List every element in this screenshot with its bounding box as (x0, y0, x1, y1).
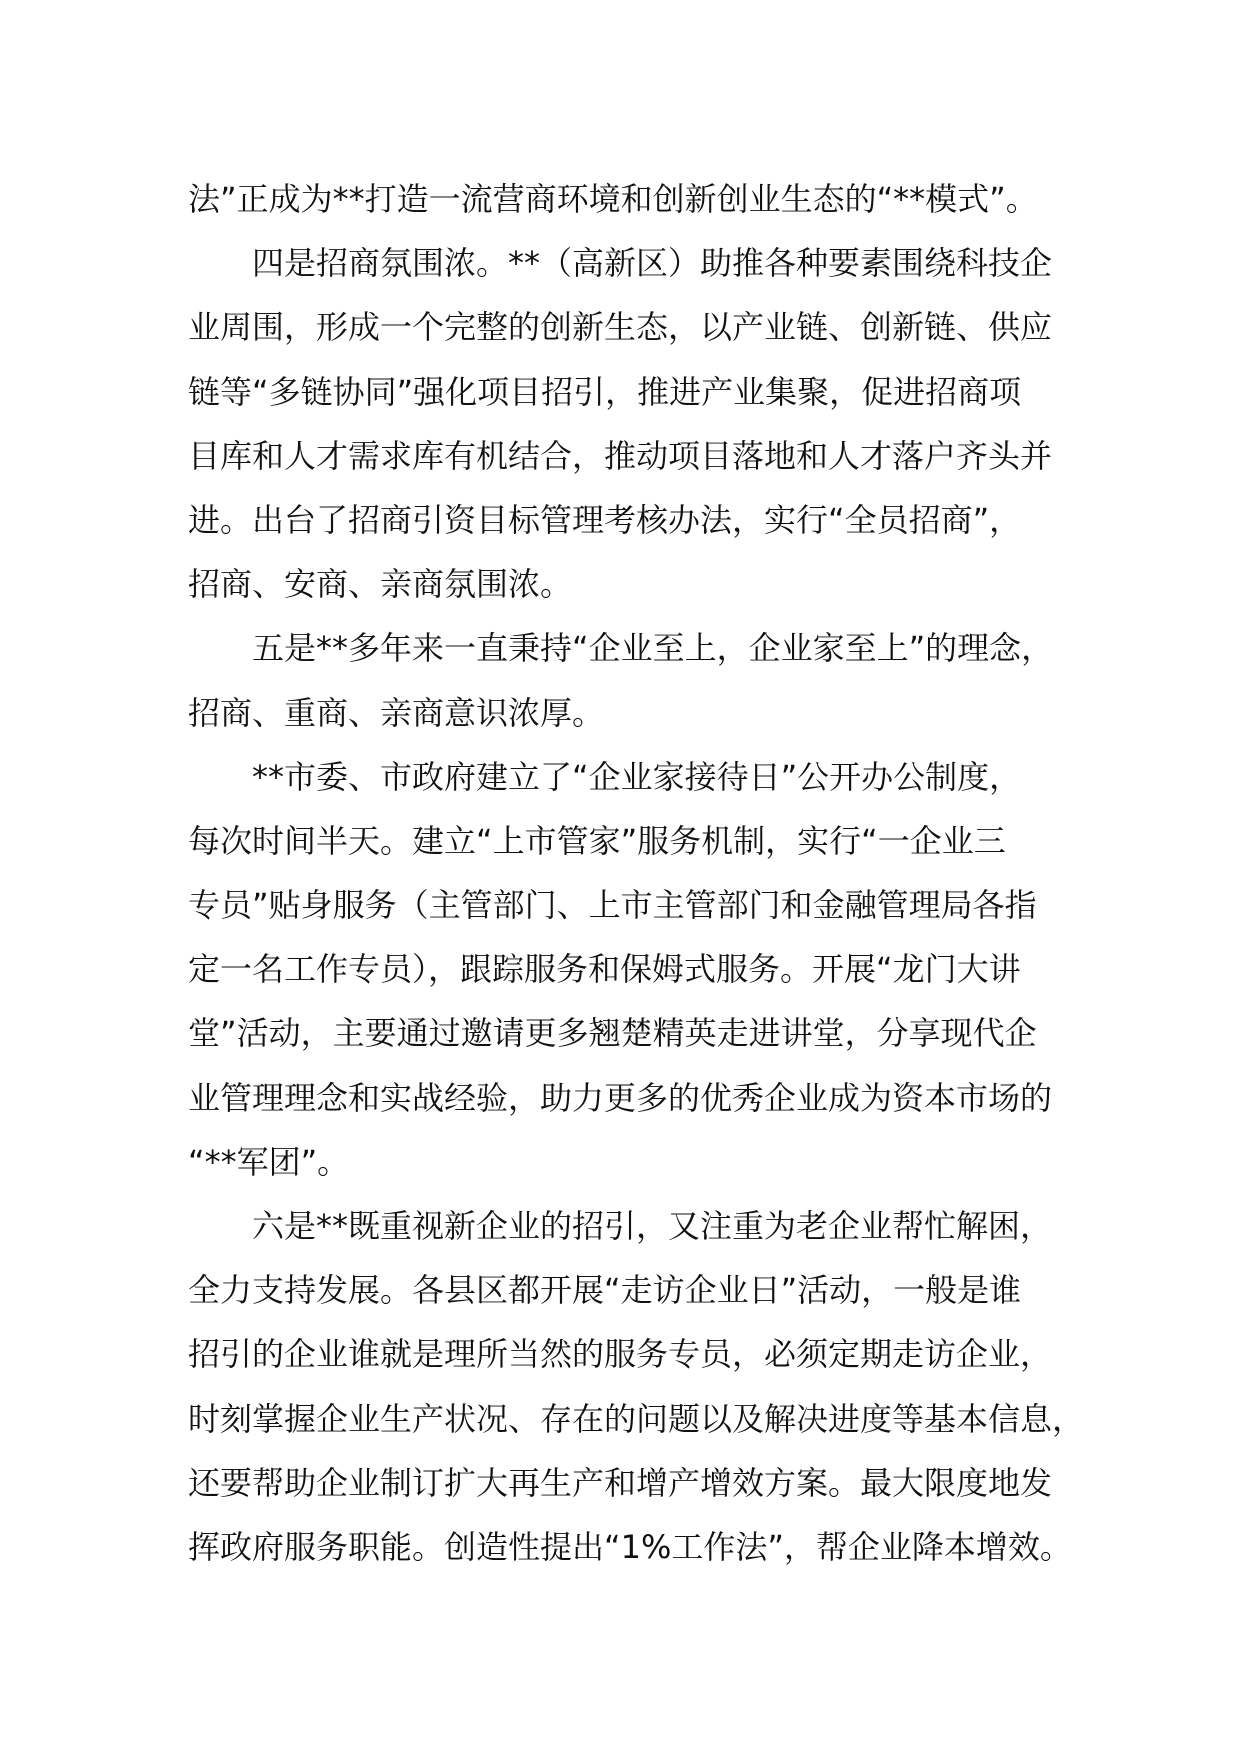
text-line: 招商、重商、亲商意识浓厚。 (188, 693, 605, 732)
body-text (188, 167, 1088, 1579)
text-line: 时刻掌握企业生产状况、存在的问题以及解决进度等基本信息， (188, 1399, 1085, 1438)
text-line: 每次时间半天。建立“上市管家”服务机制，实行“一企业三 (188, 821, 1006, 860)
text-line: 招商、安商、亲商氛围浓。 (188, 565, 573, 604)
text-line: 目库和人才需求库有机结合，推动项目落地和人才落户齐头并 (188, 436, 1053, 475)
text-line: 法”正成为**打造一流营商环境和创新创业生态的“**模式”。 (188, 180, 1038, 218)
text-line: 进。出台了招商引资目标管理考核办法，实行“全员招商”， (188, 500, 1022, 539)
text-line: 四是招商氛围浓。**（高新区）助推各种要素围绕科技企 (252, 244, 1053, 283)
text-line: 全力支持发展。各县区都开展“走访企业日”活动，一般是谁 (188, 1271, 1022, 1310)
text-line: 六是**既重视新企业的招引，又注重为老企业帮忙解困， (252, 1207, 1053, 1245)
text-line: 业周围，形成一个完整的创新生态，以产业链、创新链、供应 (188, 308, 1053, 347)
text-line: **市委、市政府建立了“企业家接待日”公开办公制度， (252, 757, 1022, 796)
text-line: 五是**多年来一直秉持“企业至上，企业家至上”的理念， (252, 629, 1054, 668)
text-line: 挥政府服务职能。创造性提出“1%工作法”，帮企业降本增效。 (188, 1527, 1072, 1566)
text-line: 专员”贴身服务（主管部门、上市主管部门和金融管理局各指 (188, 886, 1037, 925)
text-line: 还要帮助企业制订扩大再生产和增产增效方案。最大限度地发 (188, 1463, 1053, 1502)
text-line: 链等“多链协同”强化项目招引，推进产业集聚，促进招商项 (188, 372, 1022, 411)
text-line: 定一名工作专员），跟踪服务和保姆式服务。开展“龙门大讲 (188, 950, 1021, 989)
text-line: 堂”活动，主要通过邀请更多翘楚精英走进讲堂，分享现代企 (188, 1014, 1037, 1053)
text-line: 业管理理念和实战经验，助力更多的优秀企业成为资本市场的 (188, 1078, 1053, 1117)
text-line: “**军团”。 (188, 1142, 350, 1181)
text-line: 招引的企业谁就是理所当然的服务专员，必须定期走访企业， (188, 1335, 1053, 1374)
